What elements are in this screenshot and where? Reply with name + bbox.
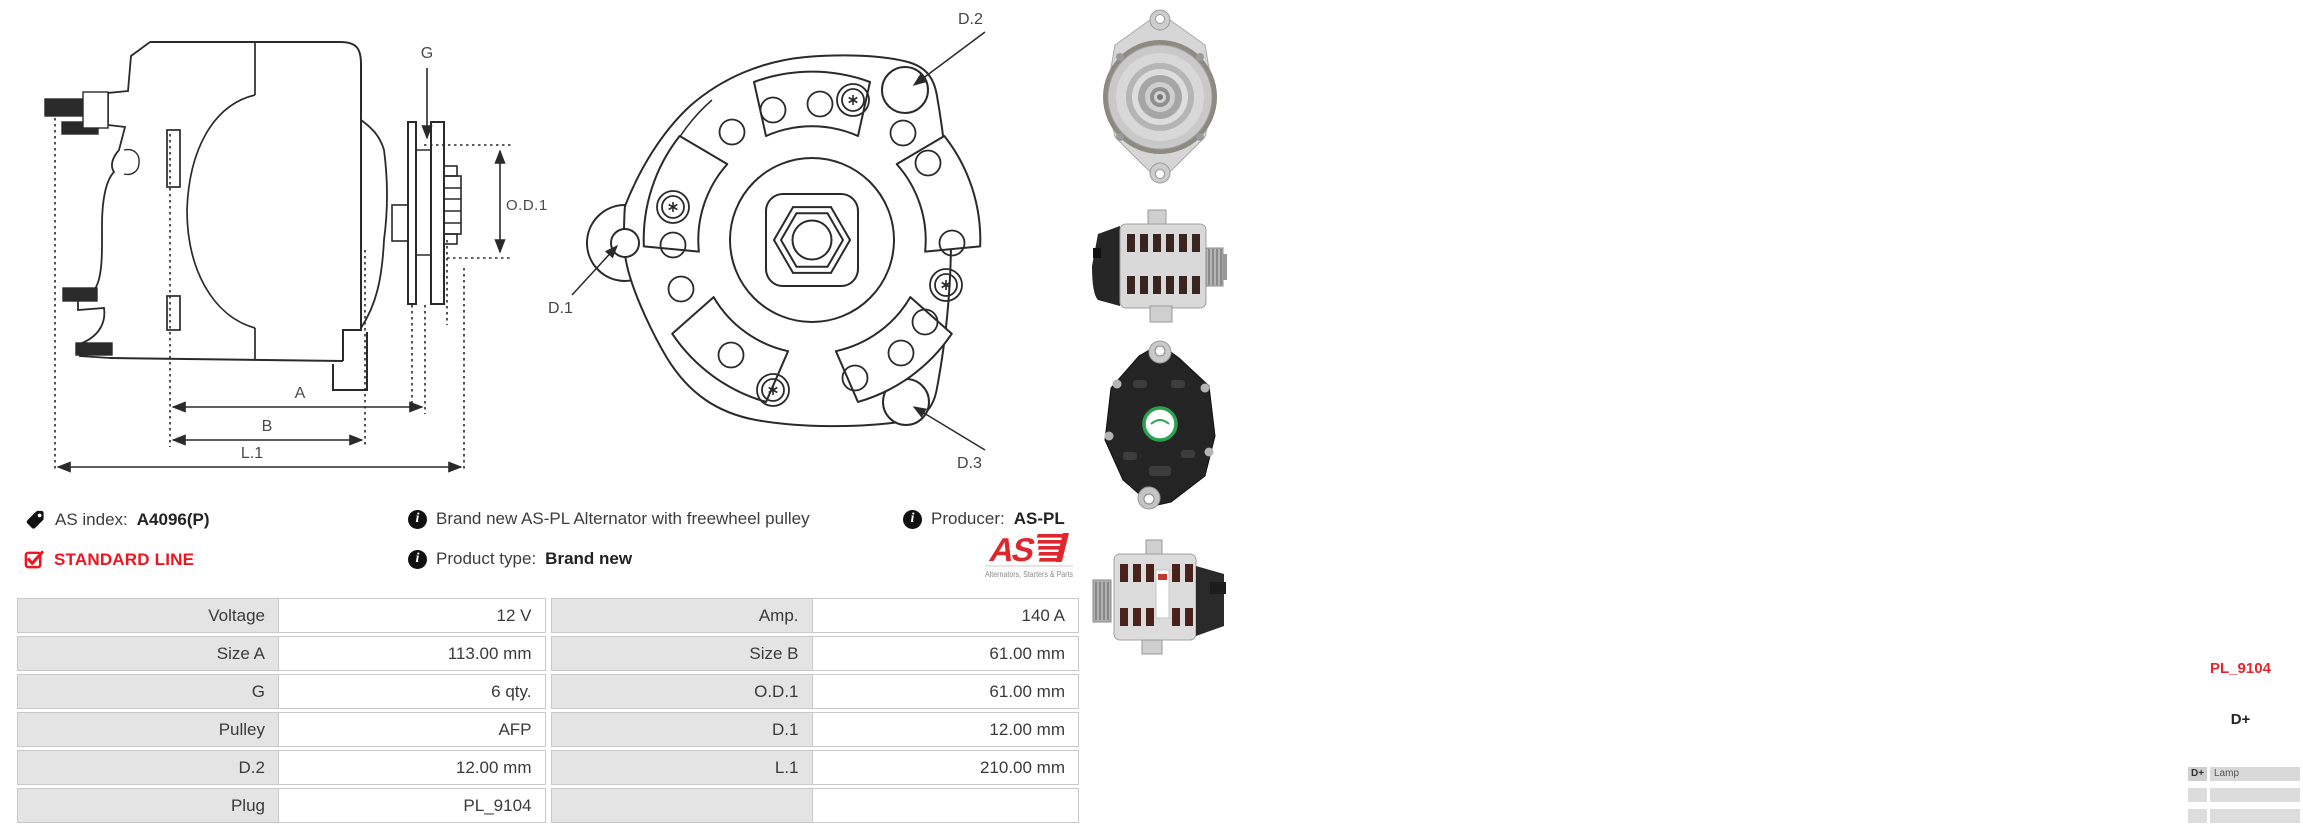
mini-table-header-row	[2188, 767, 2300, 781]
table-row	[17, 750, 1079, 785]
dim-label-d3: D.3	[957, 455, 982, 472]
product-type-label: Product type:	[436, 549, 537, 568]
front-view-drawing	[548, 11, 990, 472]
spec-label-cell: Size A	[17, 636, 279, 671]
spec-label-cell	[551, 788, 813, 823]
side-view-drawing	[45, 42, 548, 472]
spec-value-cell: 12 V	[279, 598, 546, 633]
standard-line-row	[24, 549, 194, 570]
mini-table-key-cell	[2188, 788, 2207, 802]
spec-value-cell: 113.00 mm	[279, 636, 546, 671]
product-description: Brand new AS-PL Alternator with freewheel pulley	[436, 509, 810, 528]
spec-value-cell	[813, 788, 1080, 823]
spec-label-cell: Amp.	[551, 598, 813, 633]
terminal-mini-table	[2188, 767, 2300, 830]
as-pl-logo	[983, 533, 1075, 585]
standard-line-badge: STANDARD LINE	[54, 549, 195, 569]
spec-label-cell: D.1	[551, 712, 813, 747]
spec-label-cell: D.2	[17, 750, 279, 785]
spec-label-cell: G	[17, 674, 279, 709]
mini-table-key-cell	[2188, 809, 2207, 823]
product-type-value: Brand new	[545, 549, 633, 568]
as-index-value: A4096(P)	[136, 510, 210, 529]
info-icon: i	[903, 510, 922, 529]
table-row	[17, 636, 1079, 671]
terminal-label: D+	[2230, 711, 2251, 728]
spec-label-cell: Plug	[17, 788, 279, 823]
table-row	[17, 674, 1079, 709]
table-row	[17, 788, 1079, 823]
spec-value-cell: 210.00 mm	[813, 750, 1080, 785]
specs-table	[17, 598, 1079, 826]
producer-value: AS-PL	[1013, 509, 1065, 528]
spec-value-cell: PL_9104	[279, 788, 546, 823]
dim-label-a: A	[294, 385, 306, 402]
spec-label-cell: L.1	[551, 750, 813, 785]
dim-label-g: G	[420, 45, 434, 62]
info-icon: i	[408, 550, 427, 569]
mini-table-row	[2188, 788, 2300, 802]
mini-table-value-cell: Lamp	[2210, 767, 2300, 781]
spec-value-cell: 61.00 mm	[813, 636, 1080, 671]
spec-label-cell: O.D.1	[551, 674, 813, 709]
dim-label-d2: D.2	[958, 11, 983, 28]
spec-label-cell: Pulley	[17, 712, 279, 747]
tag-icon	[24, 509, 46, 531]
spec-value-cell: AFP	[279, 712, 546, 747]
spec-value-cell: 12.00 mm	[813, 712, 1080, 747]
dim-label-od1: O.D.1	[506, 197, 548, 214]
logo-tagline: Alternators, Starters & Parts	[985, 570, 1073, 579]
plug-code: PL_9104	[2210, 660, 2271, 677]
spec-value-cell: 140 A	[813, 598, 1080, 633]
as-index-label: AS index:	[55, 510, 128, 529]
table-row	[17, 598, 1079, 633]
info-icon: i	[408, 510, 427, 529]
photo-alternator-side-2	[1090, 522, 1231, 662]
technical-drawings	[0, 0, 1090, 497]
mini-table-row	[2188, 809, 2300, 823]
description-row	[408, 509, 810, 529]
mini-table-value-cell	[2210, 788, 2300, 802]
dim-label-l1: L.1	[240, 445, 264, 462]
mini-table-key-cell: D+	[2188, 767, 2207, 781]
dim-label-d1: D.1	[548, 300, 573, 317]
product-photos-sidebar	[1085, 0, 2271, 838]
photo-alternator-rear	[1093, 340, 1228, 512]
logo-wordmark: AS	[986, 532, 1037, 569]
spec-value-cell: 6 qty.	[279, 674, 546, 709]
spec-label-cell: Size B	[551, 636, 813, 671]
spec-value-cell: 61.00 mm	[813, 674, 1080, 709]
photo-alternator-front	[1093, 5, 1228, 190]
dim-label-b: B	[261, 418, 273, 435]
producer-row	[903, 509, 1065, 529]
photo-alternator-side	[1090, 196, 1231, 331]
product-type-row	[408, 549, 632, 569]
spec-value-cell: 12.00 mm	[279, 750, 546, 785]
as-index-row	[24, 509, 210, 531]
spec-label-cell: Voltage	[17, 598, 279, 633]
table-row	[17, 712, 1079, 747]
checkbox-checked-icon	[24, 549, 45, 570]
producer-label: Producer:	[931, 509, 1005, 528]
mini-table-value-cell	[2210, 809, 2300, 823]
